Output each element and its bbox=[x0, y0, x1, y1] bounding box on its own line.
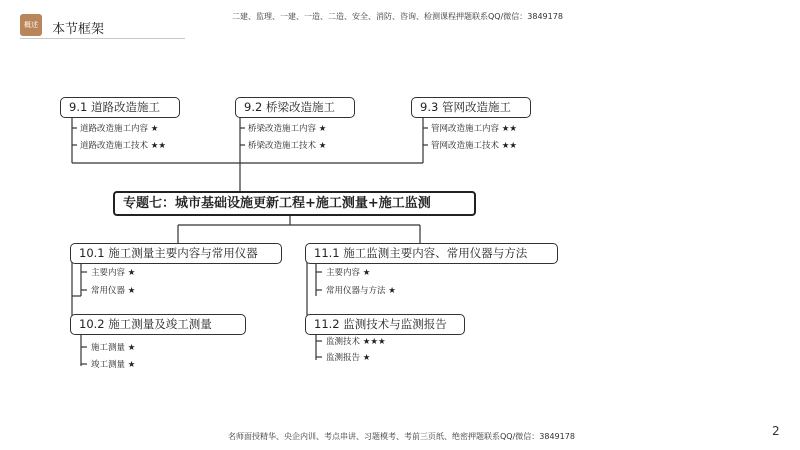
list-item: 竣工测量 ★ bbox=[91, 360, 136, 370]
header-ad-text: 二建、监理、一建、一造、二造、安全、消防、咨询、检测课程押题联系QQ/微信：3849178 bbox=[232, 12, 563, 21]
list-item: 管网改造施工技术 ★★ bbox=[431, 141, 517, 151]
section-title: 本节框架 bbox=[52, 22, 105, 37]
list-item: 监测技术 ★★★ bbox=[326, 337, 386, 347]
node-construction-survey: 10.2 施工测量及竣工测量 bbox=[70, 314, 246, 335]
page-number: 2 bbox=[772, 424, 780, 438]
node-monitoring-report: 11.2 监测技术与监测报告 bbox=[305, 314, 465, 335]
list-item: 道路改造施工技术 ★★ bbox=[80, 141, 166, 151]
list-item: 桥梁改造施工技术 ★ bbox=[248, 141, 327, 151]
list-item: 施工测量 ★ bbox=[91, 343, 136, 353]
list-item: 主要内容 ★ bbox=[326, 268, 371, 278]
list-item: 管网改造施工内容 ★★ bbox=[431, 124, 517, 134]
list-item: 桥梁改造施工内容 ★ bbox=[248, 124, 327, 134]
node-road-renovation: 9.1 道路改造施工 bbox=[60, 97, 180, 118]
list-item: 监测报告 ★ bbox=[326, 353, 371, 363]
node-monitoring-content: 11.1 施工监测主要内容、常用仪器与方法 bbox=[305, 243, 558, 264]
list-item: 常用仪器 ★ bbox=[91, 286, 136, 296]
node-pipe-renovation: 9.3 管网改造施工 bbox=[411, 97, 531, 118]
central-topic: 专题七：城市基础设施更新工程+施工测量+施工监测 bbox=[113, 191, 476, 216]
node-survey-content: 10.1 施工测量主要内容与常用仪器 bbox=[70, 243, 282, 264]
footer-ad-text: 名师面授精华、央企内训、考点串讲、习题模考、考前三页纸、绝密押题联系QQ/微信：3849178 bbox=[228, 432, 575, 441]
list-item: 道路改造施工内容 ★ bbox=[80, 124, 159, 134]
list-item: 主要内容 ★ bbox=[91, 268, 136, 278]
node-bridge-renovation: 9.2 桥梁改造施工 bbox=[235, 97, 355, 118]
list-item: 常用仪器与方法 ★ bbox=[326, 286, 396, 296]
section-logo: 概述 bbox=[20, 14, 42, 36]
